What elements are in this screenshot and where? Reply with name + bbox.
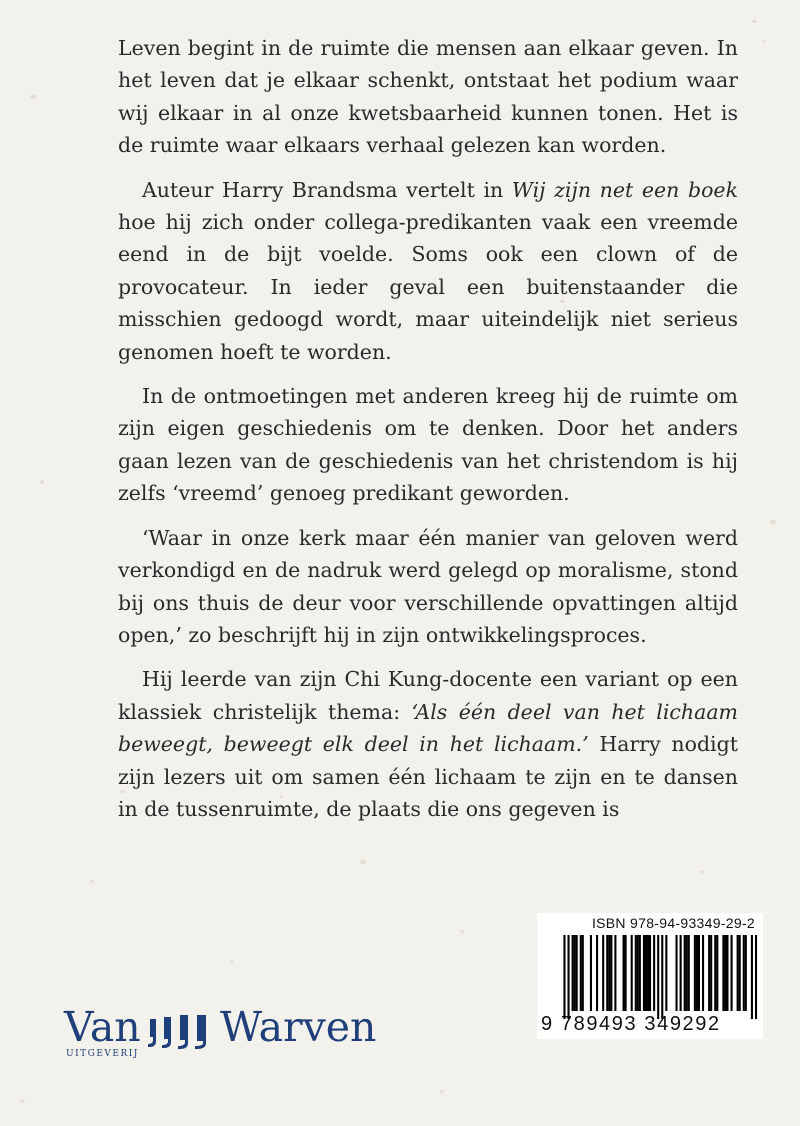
logo-subtitle: UITGEVERIJ [66,1049,139,1059]
blurb-paragraph-5 [118,663,738,825]
barcode-bar [623,935,625,1011]
barcode-bar [726,935,728,1011]
barcode-bar [688,935,690,1011]
barcode-bar [635,935,637,1011]
blurb-p5-text-before: Hij leerde van zijn Chi Kung-docente een variant op een klassiek christelijk thema: [118,667,738,724]
barcode-bar [737,935,739,1011]
barcode-bar [653,935,655,1011]
barcode [541,935,761,1019]
logo-word-warven: Warven [220,1003,377,1051]
barcode-bar [755,935,757,1019]
barcode-bar [739,935,741,1011]
barcode-bar [639,935,641,1011]
blurb-paragraph-3: In de ontmoetingen met anderen kreeg hij de ruimte om zijn eigen geschiedenis om te denken. Door het anders gaan lezen van de geschiedenis van het christendom is hij zelfs ‘vreemd’ genoeg predikant geworden. [118,384,738,506]
barcode-bar [580,935,582,1011]
barcode-bar [675,935,677,1011]
barcode-bar [631,935,633,1011]
barcode-bar [657,935,659,1019]
barcode-bar [563,935,565,1019]
barcode-bar [698,935,700,1011]
barcode-bar [694,935,696,1011]
barcode-bar [702,935,704,1011]
back-cover-blurb [118,32,738,837]
barcode-bar [610,935,612,1011]
barcode-bar [625,935,627,1011]
barcode-bar [606,935,608,1011]
barcode-bar [724,935,726,1011]
isbn-barcode-block [537,913,763,1039]
blurb-p5-text-after: Harry nodigt zijn lezers uit om samen één lichaam te zijn en te dansen in de tussenruimte, de plaats die ons gegeven is [118,732,738,821]
barcode-bar [596,935,598,1011]
barcode-bar [722,935,724,1011]
barcode-bar [614,935,616,1011]
barcode-bar [696,935,698,1011]
barcode-bar [647,935,649,1011]
barcode-bar [574,935,576,1011]
blurb-paragraph-1: Leven begint in de ruimte die mensen aan elkaar geven. In het leven dat je elkaar schenkt, ontstaat het podium waar wij elkaar in al onze kwetsbaarheid kunnen tonen. Het is de ruimte waar elkaars verhaal gelezen kan worden. [118,36,738,158]
barcode-bar [572,935,574,1011]
logo-word-van: Van [64,1003,141,1051]
blurb-paragraph-4: ‘Waar in onze kerk maar één manier van geloven werd verkondigd en de nadruk werd gelegd op moralisme, stond bij ons thuis de deur voor verschillende opvattingen altijd open,’ zo beschrijft hij in zijn ontwikkelingsproces. [118,525,738,647]
logo-mark-icon [148,1015,214,1049]
barcode-bar [708,935,710,1011]
barcode-bar [576,935,578,1011]
barcode-bar [643,935,645,1011]
book-title: Wij zijn net een boek [511,177,738,202]
barcode-bar [590,935,592,1011]
barcode-bar [716,935,718,1011]
ean-digits: 9 789493 349292 [541,1013,721,1035]
blurb-p2-text-before: Auteur Harry Brandsma vertelt in [142,177,512,202]
barcode-bar [661,935,663,1019]
barcode-bar [608,935,610,1011]
barcode-bar [645,935,647,1011]
blurb-p2-text-after: hoe hij zich onder collega-predikanten vaak een vreemde eend in de bijt voelde. Soms ook een clown of de provocateur. In ieder geval een buitenstaander die misschien gedoogd wordt, maar uiteindelijk niet serieus genomen hoeft te worden. [118,210,738,364]
barcode-bar [602,935,604,1011]
barcode-bar [710,935,712,1011]
barcode-bar [745,935,747,1011]
blurb-quote: ‘Als één deel van het lichaam beweegt, beweegt elk deel in het lichaam.’ [118,699,738,757]
barcode-bar [649,935,651,1011]
publisher-logo [64,1003,394,1073]
barcode-bar [684,935,686,1011]
isbn-label: ISBN 978-94-93349-29-2 [591,915,755,931]
barcode-bar [714,935,716,1011]
barcode-bar [751,935,753,1019]
barcode-bar [686,935,688,1011]
barcode-bar [665,935,667,1011]
barcode-bar [680,935,682,1011]
barcode-bar [731,935,733,1011]
barcode-bar [582,935,584,1011]
barcode-bar [743,935,745,1011]
barcode-bar [637,935,639,1011]
blurb-paragraph-2 [118,174,738,368]
barcode-bar [567,935,569,1019]
